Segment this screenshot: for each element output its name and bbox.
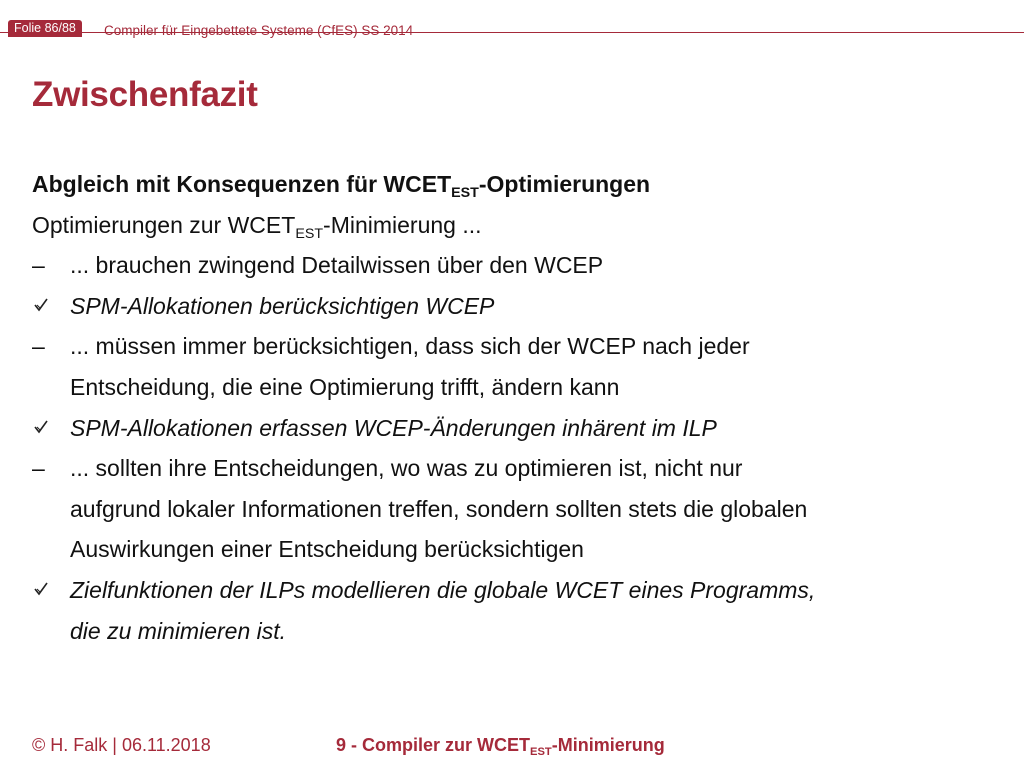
footer-author: © H. Falk | 06.11.2018 <box>32 735 211 755</box>
item-line: Entscheidung, die eine Optimierung trifft, ändern kann <box>70 373 620 400</box>
check-item <box>32 408 1012 449</box>
dash-marker: – <box>32 252 45 279</box>
intro-sub: EST <box>295 225 324 242</box>
item-line: die zu minimieren ist. <box>70 617 287 644</box>
heading-suffix: -Optimierungen <box>478 171 651 197</box>
item-line: ... sollten ihre Entscheidungen, wo was zu optimieren ist, nicht nur <box>70 455 743 482</box>
checkmark-icon <box>34 286 64 327</box>
course-title: Compiler für Eingebettete Systeme (CfES) SS 2014 <box>104 23 414 38</box>
chapter-sub: EST <box>530 745 552 758</box>
bullet-item <box>32 326 1012 407</box>
item-line: Auswirkungen einer Entscheidung berücksichtigen <box>70 536 584 563</box>
bullet-item <box>32 448 1012 570</box>
intro-suffix: -Minimierung ... <box>323 211 482 238</box>
bullet-item <box>32 245 1012 286</box>
item-line: ... müssen immer berücksichtigen, dass sich der WCEP nach jeder <box>70 333 750 360</box>
heading-sub: EST <box>451 184 479 201</box>
content-intro <box>32 205 1012 246</box>
item-line: aufgrund lokaler Informationen treffen, sondern sollten stets die globalen <box>70 495 808 522</box>
content-heading <box>32 164 1012 205</box>
item-line: SPM-Allokationen erfassen WCEP-Änderungen inhärent im ILP <box>70 414 717 441</box>
dash-marker: – <box>32 333 45 360</box>
checkmark-icon <box>34 570 64 611</box>
item-line: ... brauchen zwingend Detailwissen über den WCEP <box>70 252 604 279</box>
chapter-suffix: -Minimierung <box>551 735 665 755</box>
check-item <box>32 570 1012 651</box>
slide-content <box>32 164 1012 651</box>
check-item <box>32 286 1012 327</box>
item-line: SPM-Allokationen berücksichtigen WCEP <box>70 292 495 319</box>
dash-marker: – <box>32 455 45 482</box>
heading-text: Abgleich mit Konsequenzen für WCET <box>32 171 452 197</box>
folie-badge: Folie 86/88 <box>8 20 82 37</box>
footer-chapter <box>336 735 665 756</box>
chapter-text: 9 - Compiler zur WCET <box>336 735 531 755</box>
checkmark-icon <box>34 408 64 449</box>
slide-title: Zwischenfazit <box>32 75 258 114</box>
item-line: Zielfunktionen der ILPs modellieren die globale WCET eines Programms, <box>70 576 816 603</box>
intro-text: Optimierungen zur WCET <box>32 211 296 238</box>
